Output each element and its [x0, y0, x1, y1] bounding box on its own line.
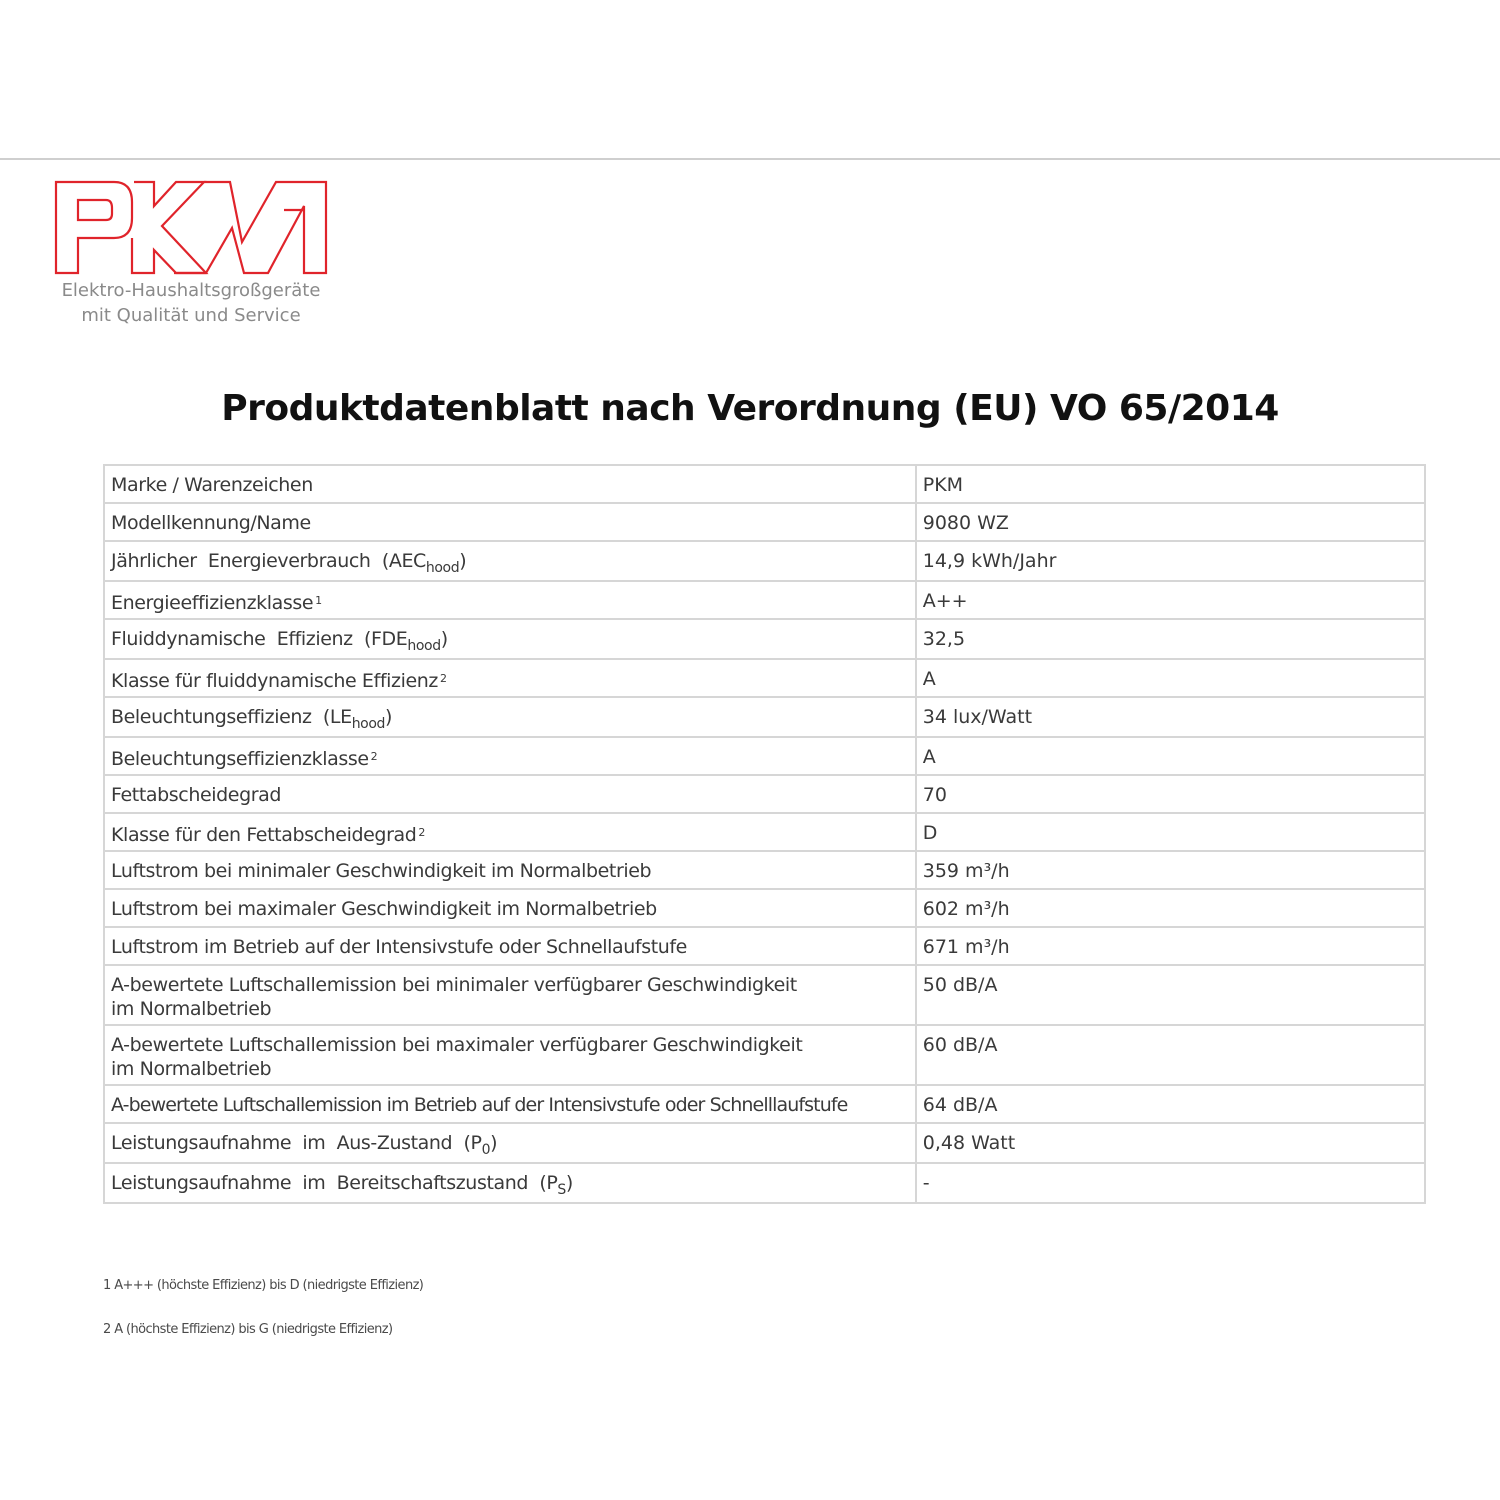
- table-row: [104, 697, 1425, 737]
- row-label: Jährlicher Energieverbrauch $(AEC_{hood})$: [104, 541, 916, 581]
- row-label: Klasse für den Fettabscheidegrad $^2$: [104, 813, 916, 851]
- table-row: [104, 581, 1425, 619]
- product-data-table: [103, 464, 1426, 1204]
- subscript: S: [557, 1182, 566, 1198]
- row-label: Klasse für fluiddynamische Effizienz $^2$: [104, 659, 916, 697]
- page-title: Produktdatenblatt nach Verordnung (EU) VO 65/2014: [221, 388, 1279, 429]
- row-label: Modellkennung/Name: [104, 503, 916, 541]
- table-row: [104, 775, 1425, 813]
- row-value: 14,9 kWh/Jahr: [916, 541, 1425, 581]
- table-row: [104, 1025, 1425, 1085]
- table-row: [104, 541, 1425, 581]
- row-value: 602 m³/h: [916, 889, 1425, 927]
- footnotes: [103, 1278, 423, 1366]
- footnote-marker: 2: [439, 672, 447, 685]
- subscript: hood: [407, 638, 441, 654]
- footnote-1: 1 A+++ (höchste Effizienz) bis D (niedrigste Effizienz): [103, 1278, 424, 1293]
- footnote-marker: 2: [418, 826, 425, 839]
- table-row: [104, 659, 1425, 697]
- row-label: A-bewertete Luftschallemission bei maximaler verfügbarer Geschwindigkeit im Normalbetrieb: [104, 1025, 916, 1085]
- row-value: A++: [916, 581, 1425, 619]
- row-value: -: [916, 1163, 1425, 1203]
- row-label: Marke / Warenzeichen: [104, 465, 916, 503]
- row-label: Luftstrom bei maximaler Geschwindigkeit im Normalbetrieb: [104, 889, 916, 927]
- logo-tagline-line2: mit Qualität und Service: [81, 305, 301, 326]
- row-value: 60 dB/A: [916, 1025, 1425, 1085]
- pkm-logo: [54, 180, 328, 330]
- row-value: A: [916, 737, 1425, 775]
- row-value: 0,48 Watt: [916, 1123, 1425, 1163]
- row-label: Leistungsaufnahme im Bereitschaftszustand $(P_S)$: [104, 1163, 916, 1203]
- row-label: Beleuchtungseffizienzklasse $^2$: [104, 737, 916, 775]
- row-label: A-bewertete Luftschallemission im Betrieb auf der Intensivstufe oder Schnelllaufstufe: [104, 1085, 916, 1123]
- row-value: PKM: [916, 465, 1425, 503]
- subscript: hood: [425, 560, 460, 576]
- row-value: 359 m³/h: [916, 851, 1425, 889]
- row-value: 70: [916, 775, 1425, 813]
- row-value: 64 dB/A: [916, 1085, 1425, 1123]
- table-row: [104, 851, 1425, 889]
- table-row: [104, 1163, 1425, 1203]
- table-row: [104, 1123, 1425, 1163]
- row-value: 50 dB/A: [916, 965, 1425, 1025]
- row-value: 34 lux/Watt: [916, 697, 1425, 737]
- row-value: A: [916, 659, 1425, 697]
- table-row: [104, 965, 1425, 1025]
- row-label: Fettabscheidegrad: [104, 775, 916, 813]
- pkm-logo-mark-icon: [54, 180, 328, 276]
- footnote-marker: 1: [315, 594, 322, 607]
- row-label: Luftstrom im Betrieb auf der Intensivstufe oder Schnellaufstufe: [104, 927, 916, 965]
- table-row: [104, 737, 1425, 775]
- row-value: 671 m³/h: [916, 927, 1425, 965]
- footnote-2: 2 A (höchste Effizienz) bis G (niedrigste Effizienz): [103, 1322, 393, 1337]
- top-divider: [0, 158, 1500, 160]
- subscript: hood: [351, 716, 385, 732]
- table-row: [104, 927, 1425, 965]
- table-row: [104, 889, 1425, 927]
- row-label: Luftstrom bei minimaler Geschwindigkeit im Normalbetrieb: [104, 851, 916, 889]
- table-row: [104, 619, 1425, 659]
- row-value: 32,5: [916, 619, 1425, 659]
- row-value: 9080 WZ: [916, 503, 1425, 541]
- row-value: D: [916, 813, 1425, 851]
- table-row: [104, 465, 1425, 503]
- row-label: Energieeffizienzklasse $^1$: [104, 581, 916, 619]
- table-row: [104, 813, 1425, 851]
- row-label: Fluiddynamische Effizienz $(FDE_{hood})$: [104, 619, 916, 659]
- table-row: [104, 503, 1425, 541]
- row-label: Leistungsaufnahme im Aus-Zustand $(P_0)$: [104, 1123, 916, 1163]
- table-row: [104, 1085, 1425, 1123]
- row-label: A-bewertete Luftschallemission bei minimaler verfügbarer Geschwindigkeit im Normalbetrieb: [104, 965, 916, 1025]
- row-label: Beleuchtungseffizienz $(LE_{hood})$: [104, 697, 916, 737]
- logo-tagline-line1: Elektro-Haushaltsgroßgeräte: [61, 280, 321, 301]
- subscript: 0: [481, 1142, 491, 1158]
- footnote-marker: 2: [370, 750, 378, 763]
